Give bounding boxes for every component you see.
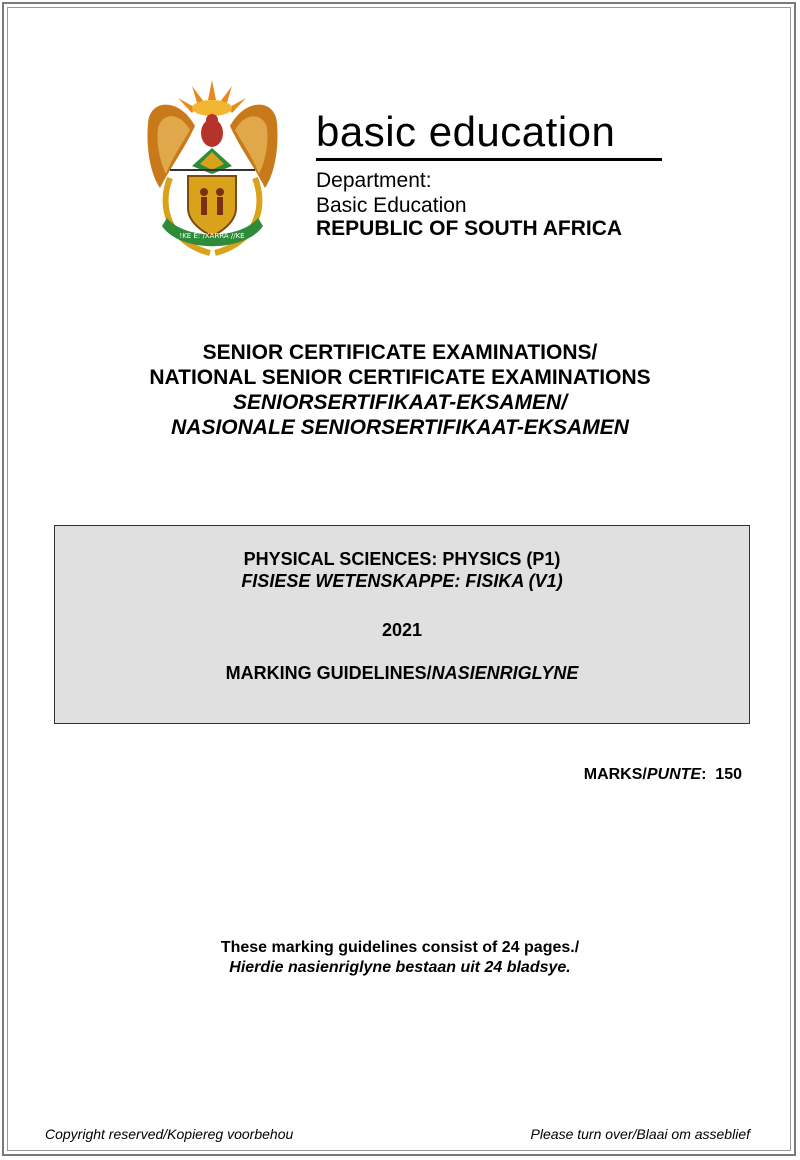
marks-value: 150 xyxy=(715,766,742,783)
footer-turn-over: Please turn over/Blaai om asseblief xyxy=(530,1126,750,1142)
subject-english: PHYSICAL SCIENCES: PHYSICS (P1) xyxy=(243,549,561,569)
coat-of-arms-icon xyxy=(140,78,285,258)
exam-titles xyxy=(0,340,800,440)
pages-note xyxy=(0,938,800,978)
brand-name: basic education xyxy=(316,108,616,155)
crest-motto: !KE E: /XARRA //KE xyxy=(179,232,245,240)
brand-underline xyxy=(316,158,662,161)
department-name xyxy=(316,168,467,218)
marks-label-english: MARKS/ xyxy=(583,766,647,783)
footer-copyright: Copyright reserved/Kopiereg voorbehou xyxy=(45,1126,294,1142)
subject-afrikaans: FISIESE WETENSKAPPE: FISIKA (V1) xyxy=(241,571,563,591)
marking-guidelines-title xyxy=(55,662,749,684)
total-marks: MARKS/PUNTE: 150 xyxy=(583,766,742,783)
guidelines-afrikaans: NASIENRIGLYNE xyxy=(431,663,579,683)
exam-title-line-4: NASIONALE SENIORSERTIFIKAAT-EKSAMEN xyxy=(171,416,629,439)
republic-name: REPUBLIC OF SOUTH AFRICA xyxy=(316,217,623,240)
marks-label-afrikaans: PUNTE xyxy=(646,766,702,783)
pages-note-afrikaans: Hierdie nasienriglyne bestaan uit 24 bladsye. xyxy=(229,959,571,976)
guidelines-english: MARKING GUIDELINES/ xyxy=(225,663,432,683)
department-line-2: Basic Education xyxy=(316,194,467,217)
exam-title-line-2: NATIONAL SENIOR CERTIFICATE EXAMINATIONS xyxy=(149,366,651,389)
department-line-1: Department: xyxy=(316,169,432,192)
subject-box xyxy=(54,525,750,724)
pages-note-english: These marking guidelines consist of 24 pages./ xyxy=(220,939,580,956)
exam-title-line-3: SENIORSERTIFIKAAT-EKSAMEN/ xyxy=(232,391,568,414)
exam-title-line-1: SENIOR CERTIFICATE EXAMINATIONS/ xyxy=(202,341,598,364)
exam-year: 2021 xyxy=(381,620,423,640)
